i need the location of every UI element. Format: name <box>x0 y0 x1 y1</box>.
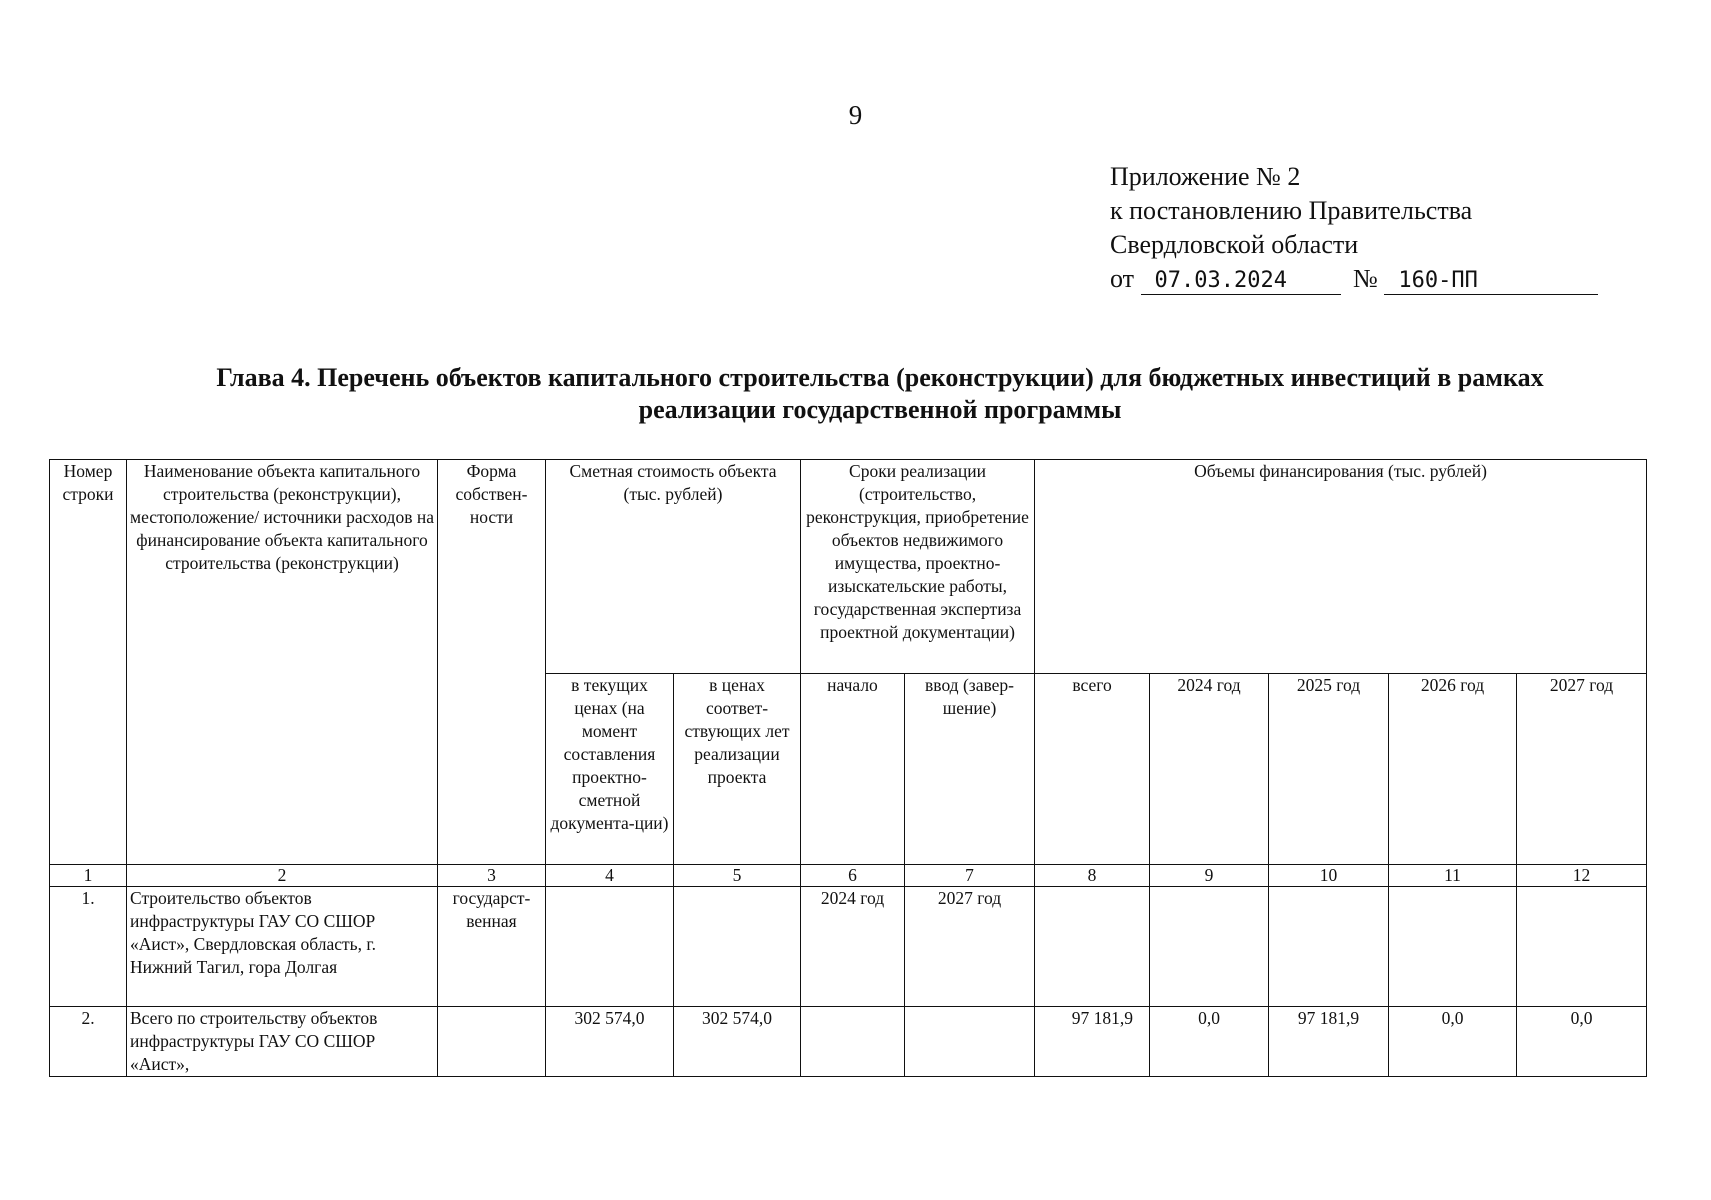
total-cell: 97 181,9 <box>1035 1007 1150 1077</box>
cost-current-cell <box>546 887 674 1007</box>
table-row <box>50 1007 1647 1077</box>
header-row-1 <box>50 460 1647 674</box>
y2024-cell <box>1150 887 1269 1007</box>
capital-objects-table <box>49 459 1647 1077</box>
y2026-cell <box>1389 887 1517 1007</box>
decree-date: 07.03.2024 <box>1141 268 1341 295</box>
number-label: № <box>1353 264 1378 293</box>
column-numbers-row <box>50 865 1647 887</box>
y2025-cell <box>1269 887 1389 1007</box>
header-ownership: Форма собствен-ности <box>438 460 546 865</box>
page-number: 9 <box>848 100 863 130</box>
appendix-title: Приложение № 2 <box>1110 162 1301 191</box>
y2025-cell: 97 181,9 <box>1269 1007 1389 1077</box>
cost-years-cell <box>674 887 801 1007</box>
column-number: 11 <box>1389 865 1517 887</box>
column-number: 12 <box>1517 865 1647 887</box>
row-num-cell: 2. <box>50 1007 127 1077</box>
y2027-cell: 0,0 <box>1517 1007 1647 1077</box>
appendix-region-line: Свердловской области <box>1110 230 1359 259</box>
chapter-title-line-2: реализации государственной программы <box>638 395 1122 424</box>
ownership-cell <box>438 1007 546 1077</box>
column-number: 10 <box>1269 865 1389 887</box>
header-financing: Объемы финансирования (тыс. рублей) <box>1035 460 1647 674</box>
header-2024: 2024 год <box>1150 674 1269 865</box>
y2026-cell: 0,0 <box>1389 1007 1517 1077</box>
column-number: 6 <box>801 865 905 887</box>
header-object-name: Наименование объекта капитального строительства (реконструкции), местоположение/ источники расходов на финансирование объекта капитального строительства (реконструкции) <box>127 460 438 865</box>
header-estimated-cost: Сметная стоимость объекта (тыс. рублей) <box>546 460 801 674</box>
column-number: 9 <box>1150 865 1269 887</box>
from-label: от <box>1110 264 1135 293</box>
column-number: 8 <box>1035 865 1150 887</box>
column-number: 7 <box>905 865 1035 887</box>
chapter-title <box>100 362 1660 426</box>
object-name-cell: Строительство объектов инфраструктуры ГАУ СО СШОР «Аист», Свердловская область, г. Нижний Тагил, гора Долгая <box>127 887 438 1007</box>
cost-years-cell: 302 574,0 <box>674 1007 801 1077</box>
object-name-cell: Всего по строительству объектов инфраструктуры ГАУ СО СШОР «Аист», <box>127 1007 438 1077</box>
cost-current-cell: 302 574,0 <box>546 1007 674 1077</box>
start-cell <box>801 1007 905 1077</box>
y2024-cell: 0,0 <box>1150 1007 1269 1077</box>
appendix-decree-line: к постановлению Правительства <box>1110 196 1473 225</box>
column-number: 5 <box>674 865 801 887</box>
appendix-date-number-line <box>1110 262 1598 296</box>
header-total: всего <box>1035 674 1150 865</box>
chapter-title-line-1: Глава 4. Перечень объектов капитального строительства (реконструкции) для бюджетных инвестиций в рамках <box>216 363 1544 392</box>
end-cell <box>905 1007 1035 1077</box>
end-cell: 2027 год <box>905 887 1035 1007</box>
header-2025: 2025 год <box>1269 674 1389 865</box>
header-row-number: Номер строки <box>50 460 127 865</box>
header-start: начало <box>801 674 905 865</box>
row-num-cell: 1. <box>50 887 127 1007</box>
start-cell: 2024 год <box>801 887 905 1007</box>
appendix-block <box>1110 160 1598 296</box>
table-row <box>50 887 1647 1007</box>
column-number: 3 <box>438 865 546 887</box>
header-cost-years: в ценах соответ-ствующих лет реализации проекта <box>674 674 801 865</box>
ownership-cell: государст-венная <box>438 887 546 1007</box>
header-2026: 2026 год <box>1389 674 1517 865</box>
column-number: 4 <box>546 865 674 887</box>
header-2027: 2027 год <box>1517 674 1647 865</box>
column-number: 1 <box>50 865 127 887</box>
header-timeline: Сроки реализации (строительство, реконструкция, приобретение объектов недвижимого имущества, проектно-изыскательские работы, государственная экспертиза проектной документации) <box>801 460 1035 674</box>
header-completion: ввод (завер-шение) <box>905 674 1035 865</box>
header-cost-current: в текущих ценах (на момент составления проектно-сметной документа-ции) <box>546 674 674 865</box>
column-number: 2 <box>127 865 438 887</box>
y2027-cell <box>1517 887 1647 1007</box>
decree-number: 160-ПП <box>1384 268 1598 295</box>
total-cell <box>1035 887 1150 1007</box>
